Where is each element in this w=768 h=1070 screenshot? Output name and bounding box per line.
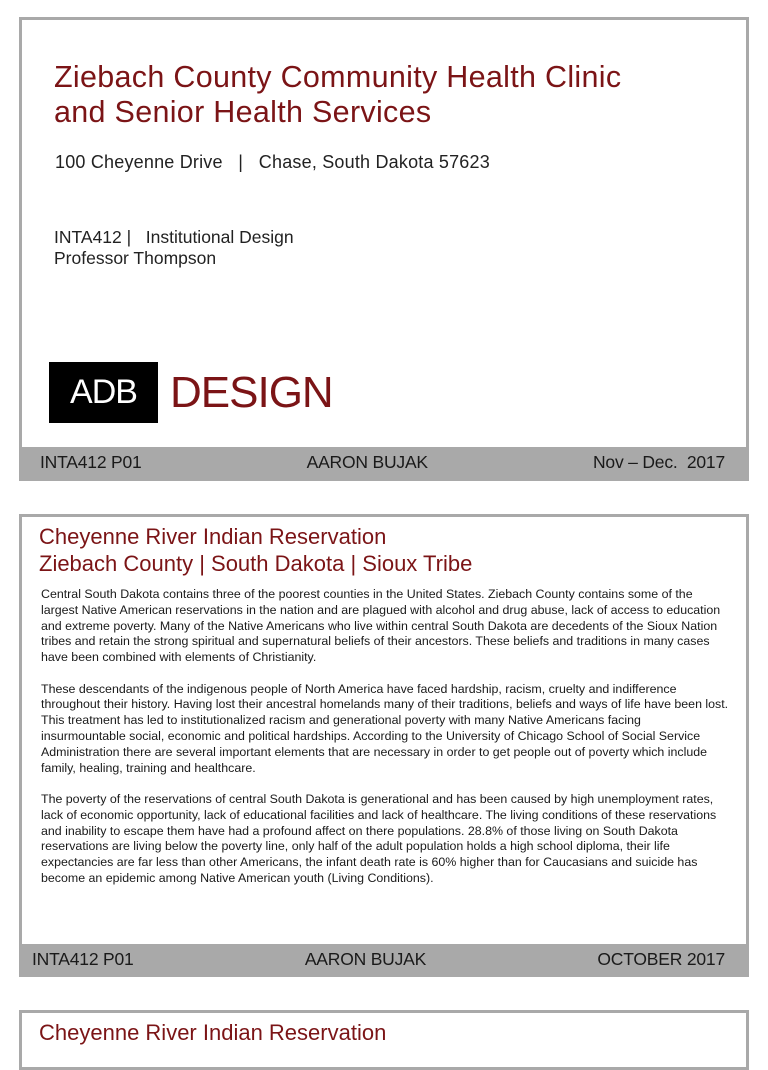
footer-course: INTA412 P01 [32,948,134,969]
slide-body [41,587,729,902]
address: 100 Cheyenne Drive | Chase, South Dakota 57623 [55,152,490,172]
course-info [54,227,294,269]
footer-course: INTA412 P01 [40,452,142,472]
slide-heading: Cheyenne River Indian Reservation [39,1020,387,1045]
adb-design-logo [49,362,333,423]
next-slide-partial [19,1010,749,1070]
professor-line: Professor Thompson [54,248,217,268]
slide-footer [22,944,746,974]
slide-title [54,60,734,130]
slide-footer [22,447,746,478]
title-line-1: Ziebach County Community Health Clinic [54,60,622,94]
heading-line-2: Ziebach County | South Dakota | Sioux Tribe [39,551,473,576]
paragraph: Central South Dakota contains three of the poorest counties in the United States. Ziebach County contains some of the largest Native American reservations in the nation and are plagued with alcohol and drug abuse, lack of access to education and extreme poverty. Many of the Native Americans who live within central South Dakota are decedents of the Sioux Nation tribes and retain the strong spiritual and supernatural beliefs of their ancestors. These beliefs and traditions in many cases have been combined with elements of Christianity. [41,587,721,665]
title-slide [19,17,749,481]
paragraph: These descendants of the indigenous people of North America have faced hardship, racism, cruelty and indifference throughout their history. Having lost their ancestral homelands many of their traditions, beliefs and ways of life have been lost. This treatment has led to institutionalized racism and generational poverty with many Native Americans facing insurmountable social, economic and political hardships. According to the University of Chicago School of Social Service Administration there are several important elements that are necessary in order to get people out of poverty which include family, healing, training and healthcare. [41,681,729,775]
heading-line-1: Cheyenne River Indian Reservation [39,524,387,549]
reservation-slide [19,514,749,977]
logo-word: DESIGN [170,368,333,417]
footer-author: AARON BUJAK [306,452,428,472]
footer-date: OCTOBER 2017 [597,948,725,969]
title-line-2: and Senior Health Services [54,95,432,129]
course-line: INTA412 | Institutional Design [54,227,294,247]
footer-date: Nov – Dec. 2017 [592,452,725,472]
footer-author: AARON BUJAK [304,948,427,969]
slide-heading [39,523,472,577]
logo-box: ADB [49,362,158,423]
paragraph: The poverty of the reservations of central South Dakota is generational and has been caused by high unemployment rates, lack of economic opportunity, lack of educational facilities and lack of healthcare. The living conditions of these reservations and inability to escape them have had a profound affect on there populations. 28.8% of those living on South Dakota reservations are living below the poverty line, only half of the adult population holds a high school diploma, their life expectancies are far less than other Americans, the infant death rate is 60% higher than for Caucasians and suicide has become an epidemic among Native American youth (Living Conditions). [41,791,717,885]
